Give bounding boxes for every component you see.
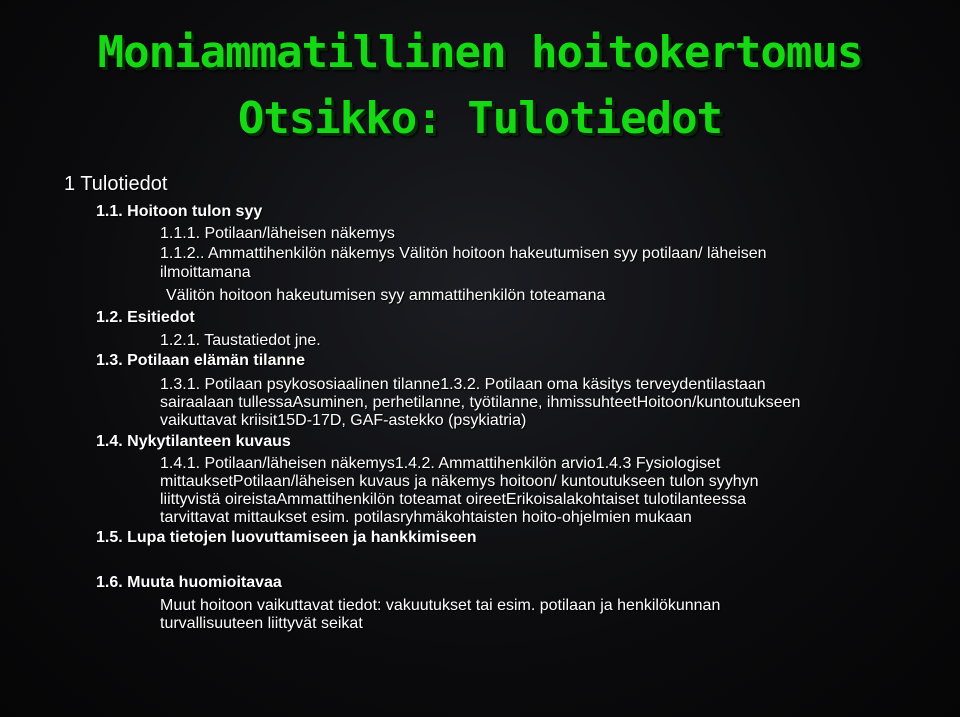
outline-item: 1.3.1. Potilaan psykososiaalinen tilanne1.3.2. Potilaan oma käsitys terveydentilastaan — [160, 376, 766, 393]
subsection-heading: 1.1. Hoitoon tulon syy — [96, 203, 263, 220]
outline-item: tarvittavat mittaukset esim. potilasryhmäkohtaisten hoito-ohjelmien mukaan — [160, 509, 692, 526]
outline-item: ilmoittamana — [160, 264, 251, 281]
outline-item: liittyvistä oireistaAmmattihenkilön toteamat oireetErikoisalakohtaiset tulotilanteessa — [160, 491, 747, 508]
outline-item: 1.2.1. Taustatiedot jne. — [160, 332, 321, 349]
subsection-heading: 1.3. Potilaan elämän tilanne — [96, 352, 305, 369]
slide-subtitle: Otsikko: Tulotiedot — [237, 93, 723, 144]
slide-title: Moniammatillinen hoitokertomus — [97, 27, 863, 78]
outline-item: Muut hoitoon vaikuttavat tiedot: vakuutukset tai esim. potilaan ja henkilökunnan — [160, 597, 721, 614]
subsection-heading: 1.5. Lupa tietojen luovuttamiseen ja hankkimiseen — [96, 529, 477, 546]
outline-item: sairaalaan tullessaAsuminen, perhetilanne, työtilanne, ihmissuhteetHoitoon/kuntoutukseen — [160, 394, 801, 411]
outline-item: turvallisuuteen liittyvät seikat — [160, 615, 363, 632]
outline-item: 1.4.1. Potilaan/läheisen näkemys1.4.2. Ammattihenkilön arvio1.4.3 Fysiologiset — [160, 455, 721, 472]
subsection-heading: 1.6. Muuta huomioitavaa — [96, 574, 282, 591]
outline-item: vaikuttavat kriisit15D-17D, GAF-astekko (psykiatria) — [160, 412, 527, 429]
subsection-heading: 1.4. Nykytilanteen kuvaus — [96, 433, 291, 450]
outline-item: 1.1.2.. Ammattihenkilön näkemys Välitön hoitoon hakeutumisen syy potilaan/ läheisen — [160, 245, 767, 262]
outline-item: mittauksetPotilaan/läheisen kuvaus ja näkemys hoitoon/ kuntoutukseen tulon syyhyn — [160, 473, 759, 490]
outline-item: Välitön hoitoon hakeutumisen syy ammattihenkilön toteamana — [166, 287, 606, 304]
subsection-heading: 1.2. Esitiedot — [96, 309, 195, 326]
outline-item: 1.1.1. Potilaan/läheisen näkemys — [160, 225, 395, 242]
section-heading: 1 Tulotiedot — [64, 173, 168, 195]
